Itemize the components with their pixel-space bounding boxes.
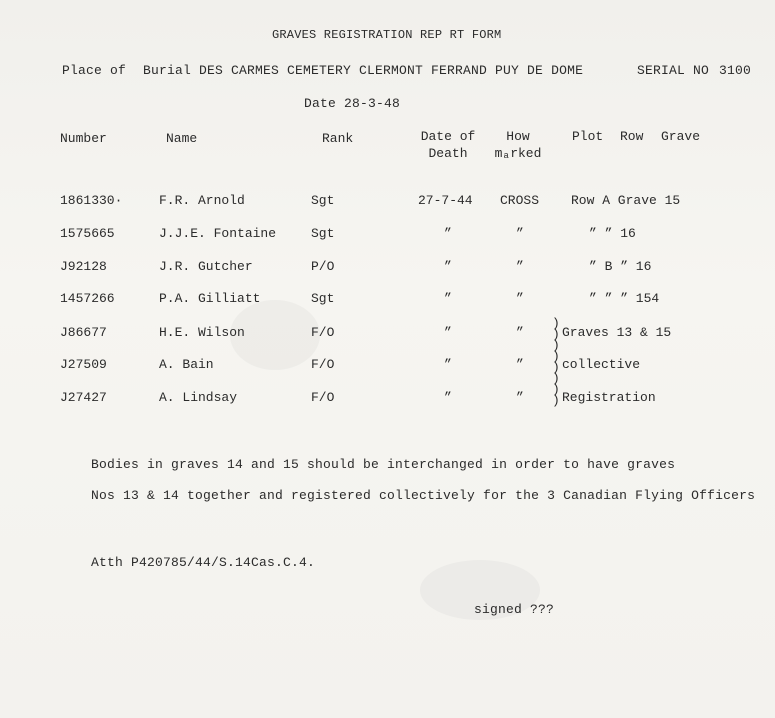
row-rank: Sgt: [311, 193, 335, 208]
row-rank: F/O: [311, 390, 335, 405]
row-date-of-death: ”: [444, 357, 452, 372]
row-name: J.J.E. Fontaine: [159, 226, 277, 241]
row-plot: Row A Grave 15: [571, 193, 681, 208]
row-how-marked: ”: [516, 325, 524, 340]
row-date-of-death: 27-7-44: [418, 193, 473, 208]
row-number: J86677: [60, 325, 107, 340]
row-name: J.R. Gutcher: [159, 259, 253, 274]
serial-label: SERIAL NO: [637, 63, 710, 78]
authority-reference: Atth P420785/44/S.14Cas.C.4.: [91, 555, 316, 570]
table-row: [0, 291, 775, 311]
row-how-marked: ”: [516, 390, 524, 405]
header-how-marked-line2: mₐrked: [494, 146, 542, 161]
row-rank: Sgt: [311, 226, 335, 241]
header-date-of-death: [418, 128, 478, 162]
header-date-of-death-line2: Death: [428, 146, 468, 161]
header-plot: Plot: [572, 129, 604, 144]
row-number: J27427: [60, 390, 107, 405]
header-rank: Rank: [322, 131, 354, 146]
row-number: 1861330·: [60, 193, 123, 208]
row-rank: Sgt: [311, 291, 335, 306]
place-value: Burial DES CARMES CEMETERY CLERMONT FERRAND PUY DE DOME: [143, 63, 584, 78]
grouping-brace: ) ) ) ) ) ) ) ): [552, 316, 560, 408]
row-name: H.E. Wilson: [159, 325, 245, 340]
row-how-marked: CROSS: [500, 193, 540, 208]
table-row: [0, 193, 775, 213]
header-number: Number: [60, 131, 107, 146]
row-plot: collective: [562, 357, 641, 372]
row-how-marked: ”: [516, 357, 524, 372]
header-row: Row: [620, 129, 644, 144]
row-number: 1457266: [60, 291, 115, 306]
row-rank: F/O: [311, 325, 335, 340]
row-name: F.R. Arnold: [159, 193, 245, 208]
header-how-marked: [492, 128, 544, 162]
row-plot: ” ” 16: [589, 226, 636, 241]
row-name: A. Bain: [159, 357, 214, 372]
form-title: GRAVES REGISTRATION REP RT FORM: [272, 28, 502, 42]
row-date-of-death: ”: [444, 325, 452, 340]
row-plot: ” B ” 16: [589, 259, 652, 274]
header-how-marked-line1: How: [506, 129, 530, 144]
form-date: Date 28-3-48: [304, 96, 401, 111]
row-plot: Graves 13 & 15: [562, 325, 672, 340]
note-line-1: Bodies in graves 14 and 15 should be interchanged in order to have graves: [91, 457, 676, 472]
row-rank: F/O: [311, 357, 335, 372]
table-row: [0, 325, 775, 345]
row-date-of-death: ”: [444, 226, 452, 241]
row-how-marked: ”: [516, 259, 524, 274]
table-row: [0, 226, 775, 246]
row-date-of-death: ”: [444, 259, 452, 274]
row-plot: ” ” ” 154: [589, 291, 660, 306]
note-line-2: Nos 13 & 14 together and registered collectively for the 3 Canadian Flying Officers: [91, 488, 756, 503]
row-rank: P/O: [311, 259, 335, 274]
signature-line: signed ???: [474, 602, 555, 617]
row-date-of-death: ”: [444, 291, 452, 306]
place-label: Place of: [62, 63, 127, 78]
header-date-of-death-line1: Date of: [420, 129, 476, 144]
row-name: A. Lindsay: [159, 390, 238, 405]
table-row: [0, 259, 775, 279]
row-number: J27509: [60, 357, 107, 372]
table-row: [0, 390, 775, 410]
serial-value: 3100: [719, 63, 752, 78]
table-row: [0, 357, 775, 377]
row-number: J92128: [60, 259, 107, 274]
row-name: P.A. Gilliatt: [159, 291, 261, 306]
header-grave: Grave: [661, 129, 701, 144]
row-number: 1575665: [60, 226, 115, 241]
row-date-of-death: ”: [444, 390, 452, 405]
row-how-marked: ”: [516, 291, 524, 306]
row-how-marked: ”: [516, 226, 524, 241]
row-plot: Registration: [562, 390, 656, 405]
header-name: Name: [166, 131, 198, 146]
